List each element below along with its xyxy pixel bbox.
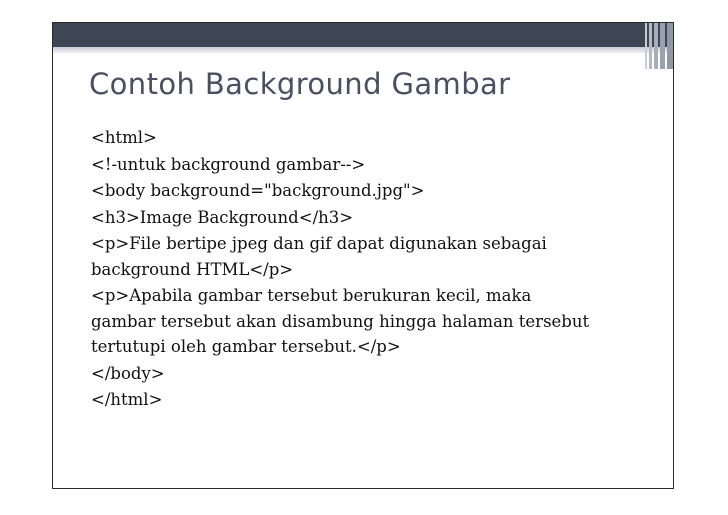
code-line-body-close: </body> (91, 363, 165, 383)
slide-title: Contoh Background Gambar (89, 67, 511, 101)
code-line-h3: <h3>Image Background</h3> (91, 207, 354, 227)
stripe (660, 23, 665, 69)
stripe (649, 23, 652, 69)
stripe (654, 23, 658, 69)
code-line-html-close: </html> (91, 390, 163, 409)
code-line-p-2: <p>Apabila gambar tersebut berukuran kecil, maka gambar tersebut akan disambung hingga halaman tersebut tertutupi oleh gambar tersebut.</p> (91, 286, 590, 356)
stripe (667, 23, 673, 69)
slide-header-bar (53, 23, 673, 47)
code-line-body-open: <body background="background.jpg"> (91, 181, 425, 200)
decorative-stripes (643, 23, 673, 69)
code-line-p-1: <p>File bertipe jpeg dan gif dapat digunakan sebagai background HTML</p> (91, 234, 547, 279)
slide (52, 22, 674, 489)
code-line-html-open: <html> (91, 128, 157, 147)
slide-header-shade (53, 47, 673, 53)
stripe (645, 23, 647, 69)
slide-body (91, 125, 651, 414)
code-line-comment: <!-untuk background gambar--> (91, 154, 366, 174)
